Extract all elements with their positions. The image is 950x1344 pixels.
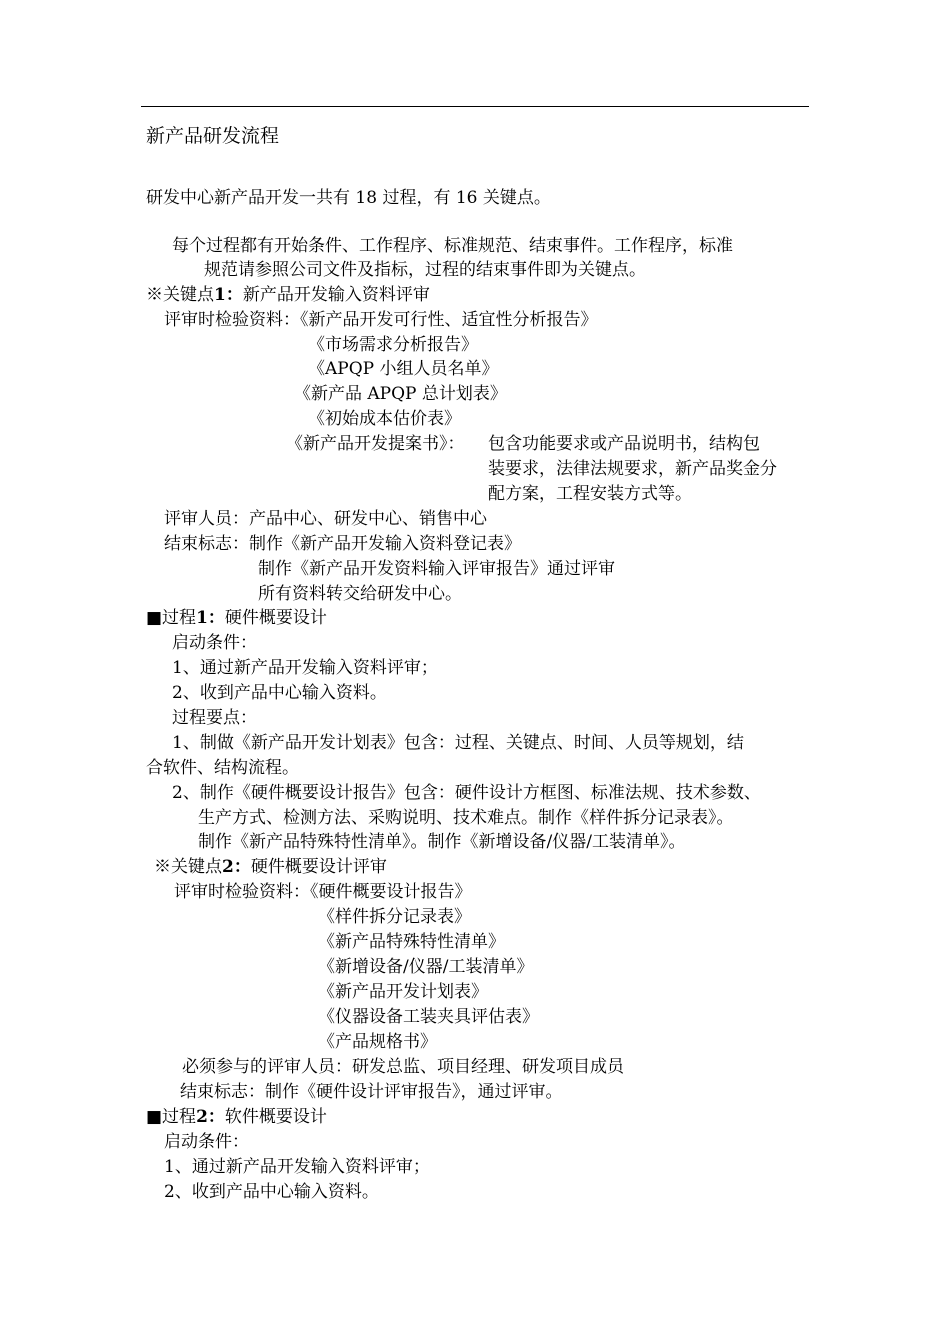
process-key-line: 合软件、结构流程。 [146, 758, 299, 778]
start-condition-item: 1、通过新产品开发输入资料评审； [164, 1157, 430, 1177]
review-document: 《市场需求分析报告》 [308, 335, 478, 355]
keypoint-1-check-line [164, 308, 598, 332]
review-document: 《新产品开发计划表》 [318, 982, 488, 1002]
process-key-line: 生产方式、检测方法、采购说明、技术难点。制作《样件拆分记录表》。 [198, 808, 734, 828]
intro-paragraph-line-1: 每个过程都有开始条件、工作程序、标准规范、结束事件。工作程序，标准 [172, 236, 733, 256]
keypoint-title: 新产品开发输入资料评审 [242, 285, 430, 305]
header-rule [141, 106, 809, 107]
process-number: 2 [196, 1107, 208, 1127]
keypoint-1-heading [146, 283, 430, 307]
page-title: 新产品研发流程 [146, 125, 280, 147]
process-key-line: 1、制做《新产品开发计划表》包含：过程、关键点、时间、人员等规划，结 [172, 733, 744, 753]
process-key-line: 2、制作《硬件概要设计报告》包含：硬件设计方框图、标准法规、技术参数、 [172, 783, 761, 803]
review-document: 《新产品特殊特性清单》 [318, 932, 505, 952]
keypoint-2-heading [154, 855, 387, 879]
keypoint-2-end: 结束标志：制作《硬件设计评审报告》，通过评审。 [180, 1082, 563, 1102]
start-condition-item: 2、收到产品中心输入资料。 [172, 683, 387, 703]
keypoint-prefix: ※关键点 [154, 857, 222, 877]
review-document: 《新产品开发可行性、适宜性分析报告》 [300, 310, 598, 330]
review-document: 《硬件概要设计报告》 [310, 882, 472, 902]
keypoint-1-reviewers: 评审人员：产品中心、研发中心、销售中心 [164, 509, 487, 529]
process-key-label: 过程要点： [172, 708, 257, 728]
review-document: 《产品规格书》 [318, 1032, 437, 1052]
process-title: 软件概要设计 [224, 1107, 327, 1127]
end-item: 制作《新产品开发输入资料登记表》 [249, 534, 521, 554]
intro-paragraph-line-2: 规范请参照公司文件及指标，过程的结束事件即为关键点。 [204, 260, 646, 280]
keypoint-colon: ： [233, 857, 251, 877]
process-1-heading [146, 606, 327, 630]
review-document: 《仪器设备工装夹具评估表》 [318, 1007, 539, 1027]
keypoint-2-check-line [174, 880, 472, 904]
keypoint-prefix: ※关键点 [146, 285, 214, 305]
process-colon: ： [207, 1107, 225, 1127]
process-colon: ： [207, 608, 225, 628]
process-key-line: 制作《新产品特殊特性清单》。制作《新增设备/仪器/工装清单》。 [198, 832, 686, 852]
start-condition-label: 启动条件： [172, 633, 257, 653]
proposal-note-line: 配方案，工程安装方式等。 [488, 484, 692, 504]
process-prefix: ■过程 [146, 1107, 197, 1127]
process-prefix: ■过程 [146, 608, 197, 628]
proposal-note-line: 包含功能要求或产品说明书，结构包 [488, 434, 760, 454]
keypoint-number: 1 [214, 285, 226, 305]
start-condition-item: 1、通过新产品开发输入资料评审； [172, 658, 438, 678]
review-document: 《新产品 APQP 总计划表》 [294, 384, 507, 404]
review-document: 《新增设备/仪器/工装清单》 [318, 957, 534, 977]
keypoint-number: 2 [222, 857, 234, 877]
keypoint-2-reviewers: 必须参与的评审人员：研发总监、项目经理、研发项目成员 [182, 1057, 624, 1077]
keypoint-1-end-line [164, 532, 521, 556]
start-condition-label: 启动条件： [164, 1132, 249, 1152]
keypoint-colon: ： [225, 285, 243, 305]
check-label: 评审时检验资料： [164, 310, 300, 330]
end-item: 制作《新产品开发资料输入评审报告》通过评审 [258, 559, 615, 579]
process-number: 1 [196, 608, 208, 628]
process-2-heading [146, 1105, 327, 1129]
process-title: 硬件概要设计 [224, 608, 327, 628]
start-condition-item: 2、收到产品中心输入资料。 [164, 1182, 379, 1202]
proposal-note-line: 装要求，法律法规要求，新产品奖金分 [488, 459, 777, 479]
review-document: 《APQP 小组人员名单》 [308, 359, 499, 379]
intro-text: 研发中心新产品开发一共有 18 过程，有 16 关键点。 [146, 188, 551, 208]
review-document: 《新产品开发提案书》： [286, 434, 465, 454]
review-document: 《样件拆分记录表》 [318, 907, 471, 927]
end-item: 所有资料转交给研发中心。 [258, 584, 462, 604]
keypoint-title: 硬件概要设计评审 [250, 857, 387, 877]
review-document: 《初始成本估价表》 [308, 409, 461, 429]
check-label: 评审时检验资料： [174, 882, 310, 902]
end-label: 结束标志： [164, 534, 249, 554]
